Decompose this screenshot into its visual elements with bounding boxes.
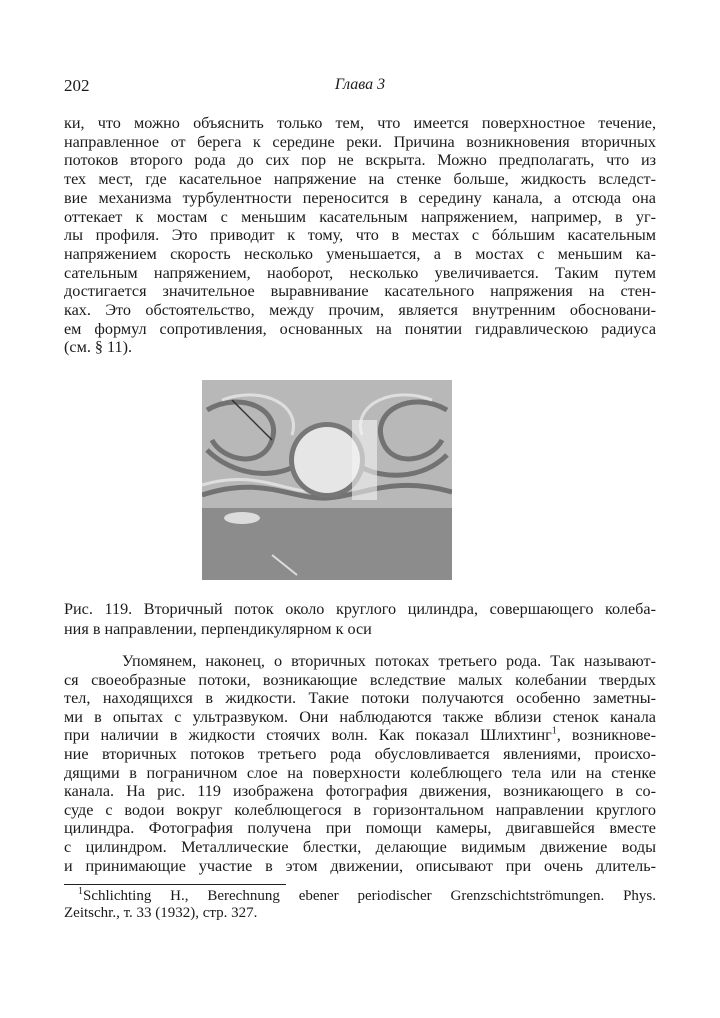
- footnote-line: Zeitschr., т. 33 (1932), стр. 327.: [64, 905, 258, 921]
- text-line: суде с водои вокруг колеблющегося в горизонтальном направлении круглого: [64, 800, 656, 819]
- footnote-reference[interactable]: 1: [551, 725, 557, 737]
- text-segment: при наличии в жидкости стоячих волн. Как показал Шлихтинг: [64, 726, 552, 745]
- footnote-divider: [64, 884, 286, 885]
- text-line: напряжением скорость несколько уменьшается, а в мостах с меньшим ка-: [64, 244, 656, 263]
- text-line: цилиндра. Фотография получена при помощи камеры, двигавшейся вместе: [64, 819, 656, 838]
- running-header: Глава 3: [334, 76, 386, 93]
- footnote-text: Schlichting H., Berechnung ebener periodischer Grenzschichtströmungen. Phys.: [83, 888, 656, 904]
- text-segment: , возникнове-: [556, 726, 656, 745]
- text-line: канала. На рис. 119 изображена фотография движения, возникающего в со-: [64, 782, 656, 801]
- text-line: с цилиндром. Металлические блестки, делающие видимым движение воды: [64, 837, 656, 856]
- text-line: ем формул сопротивления, основанных на понятии гидравлическою радиуса: [64, 319, 656, 338]
- footnote-mark: 1: [78, 886, 83, 897]
- footnote: [64, 888, 656, 922]
- page-number: 202: [64, 76, 90, 95]
- text-line: ках. Это обстоятельство, между прочим, является внутренним обосновани-: [64, 301, 656, 320]
- text-line: тех мест, где касательное напряжение на стенке больше, жидкость вследст-: [64, 170, 656, 189]
- text-line: и принимающие участие в этом движении, описывают при очень длитель-: [64, 856, 656, 875]
- paragraph-2: [64, 652, 656, 875]
- text-line: направленное от берега к середине реки. Причина возникновения вторичных: [64, 132, 656, 151]
- text-line: вие механизма турбулентности переносится в середину канала, а отсюда она: [64, 188, 656, 207]
- text-line: сательным напряжением, наоборот, несколько увеличивается. Таким путем: [64, 263, 656, 282]
- text-line: дящими в пограничном слое на поверхности колеблющего тела или на стенке: [64, 763, 656, 782]
- text-line: оттекает к мостам с меньшим касательным напряжением, например, в уг-: [64, 207, 656, 226]
- text-line: ки, что можно объяснить только тем, что имеется поверхностное течение,: [64, 114, 656, 132]
- text-line: [64, 726, 656, 745]
- figure-caption: [64, 600, 656, 639]
- text-line: достигается значительное выравнивание касательного напряжения на стен-: [64, 282, 656, 301]
- text-line: тел, находящихся в жидкости. Такие потоки получаются особенно заметны-: [64, 689, 656, 708]
- text-line: потоков второго рода до сих пор не вскрыта. Можно предполагать, что из: [64, 151, 656, 170]
- text-line: ми в опытах с ультразвуком. Они наблюдаются также вблизи стенок канала: [64, 707, 656, 726]
- caption-line: ния в направлении, перпендикулярном к оси: [64, 619, 372, 638]
- figure-photo: [202, 380, 452, 580]
- text-line: лы профиля. Это приводит к тому, что в местах с бóльшим касательным: [64, 226, 656, 245]
- text-line: Упомянем, наконец, о вторичных потоках третьего рода. Так называют-: [122, 652, 656, 670]
- caption-line: Рис. 119. Вторичный поток около круглого цилиндра, совершающего колеба-: [64, 600, 656, 618]
- text-line: ся своеобразные потоки, возникающие вследствие малых колебании твердых: [64, 670, 656, 689]
- text-line: ние вторичных потоков третьего рода обусловливается явлениями, происхо-: [64, 744, 656, 763]
- footnote-line: [64, 888, 656, 905]
- paragraph-1: [64, 114, 656, 357]
- text-line: (см. § 11).: [64, 338, 133, 357]
